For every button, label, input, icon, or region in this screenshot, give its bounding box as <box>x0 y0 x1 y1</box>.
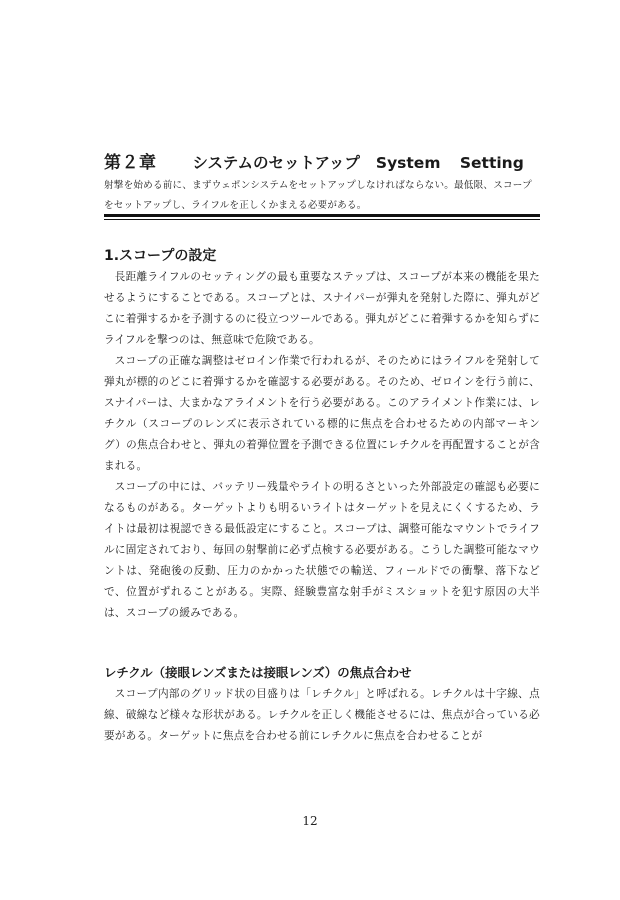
subsection-paragraph: スコープ内部のグリッド状の目盛りは「レチクル」と呼ばれる。レチクルは十字線、点線、破線など様々な形状がある。レチクルを正しく機能させるには、焦点が合っている必要がある。ターゲットに焦点を合わせる前にレチクルに焦点を合わせることが <box>104 688 540 742</box>
chapter-title: システムのセットアップ <box>192 154 360 172</box>
section-paragraph: 長距離ライフルのセッティングの最も重要なステップは、スコープが本来の機能を果たせるようにすることである。スコープとは、スナイパーが弾丸を発射した際に、弾丸がどこに着弾するかを予測するのに役立つツールである。弾丸がどこに着弾するかを知らずにライフルを撃つのは、無意味で危険である。 <box>104 271 540 346</box>
subsection-heading: レチクル（接眼レンズまたは接眼レンズ）の焦点合わせ <box>104 665 412 680</box>
section-body <box>104 267 540 624</box>
section-heading: 1.スコープの設定 <box>104 248 217 264</box>
divider-thick <box>104 214 540 217</box>
chapter-title-english: System Setting <box>375 154 524 172</box>
divider-thin <box>104 219 540 220</box>
chapter-intro: 射撃を始める前に、まずウェポンシステムをセットアップしなければならない。最低限、スコープをセットアップし、ライフルを正しくかまえる必要がある。 <box>104 180 532 211</box>
subsection-body <box>104 684 540 747</box>
chapter-header <box>104 148 540 173</box>
section-paragraph: スコープの中には、バッテリー残量やライトの明るさといった外部設定の確認も必要になるものがある。ターゲットよりも明るいライトはターゲットを見えにくくするため、ライトは最初は視認できる最低設定にすること。スコープは、調整可能なマウントでライフルに固定されており、毎回の射撃前に必ず点検する必要がある。こうした調整可能なマウントは、発砲後の反動、圧力のかかった状態での輸送、フィールドでの衝撃、落下などで、位置がずれることがある。実際、経験豊富な射手がミスショットを犯す原因の大半は、スコープの緩みである。 <box>104 481 540 619</box>
page-number: 12 <box>302 814 318 828</box>
section-paragraph: スコープの正確な調整はゼロイン作業で行われるが、そのためにはライフルを発射して弾丸が標的のどこに着弾するかを確認する必要がある。そのため、ゼロインを行う前に、スナイパーは、大まかなアライメントを行う必要がある。このアライメント作業には、レチクル（スコープのレンズに表示されている標的に焦点を合わせるための内部マーキング）の焦点合わせと、弾丸の着弾位置を予測できる位置にレチクルを再配置することが含まれる。 <box>104 355 540 472</box>
chapter-number: 第２章 <box>104 153 157 173</box>
